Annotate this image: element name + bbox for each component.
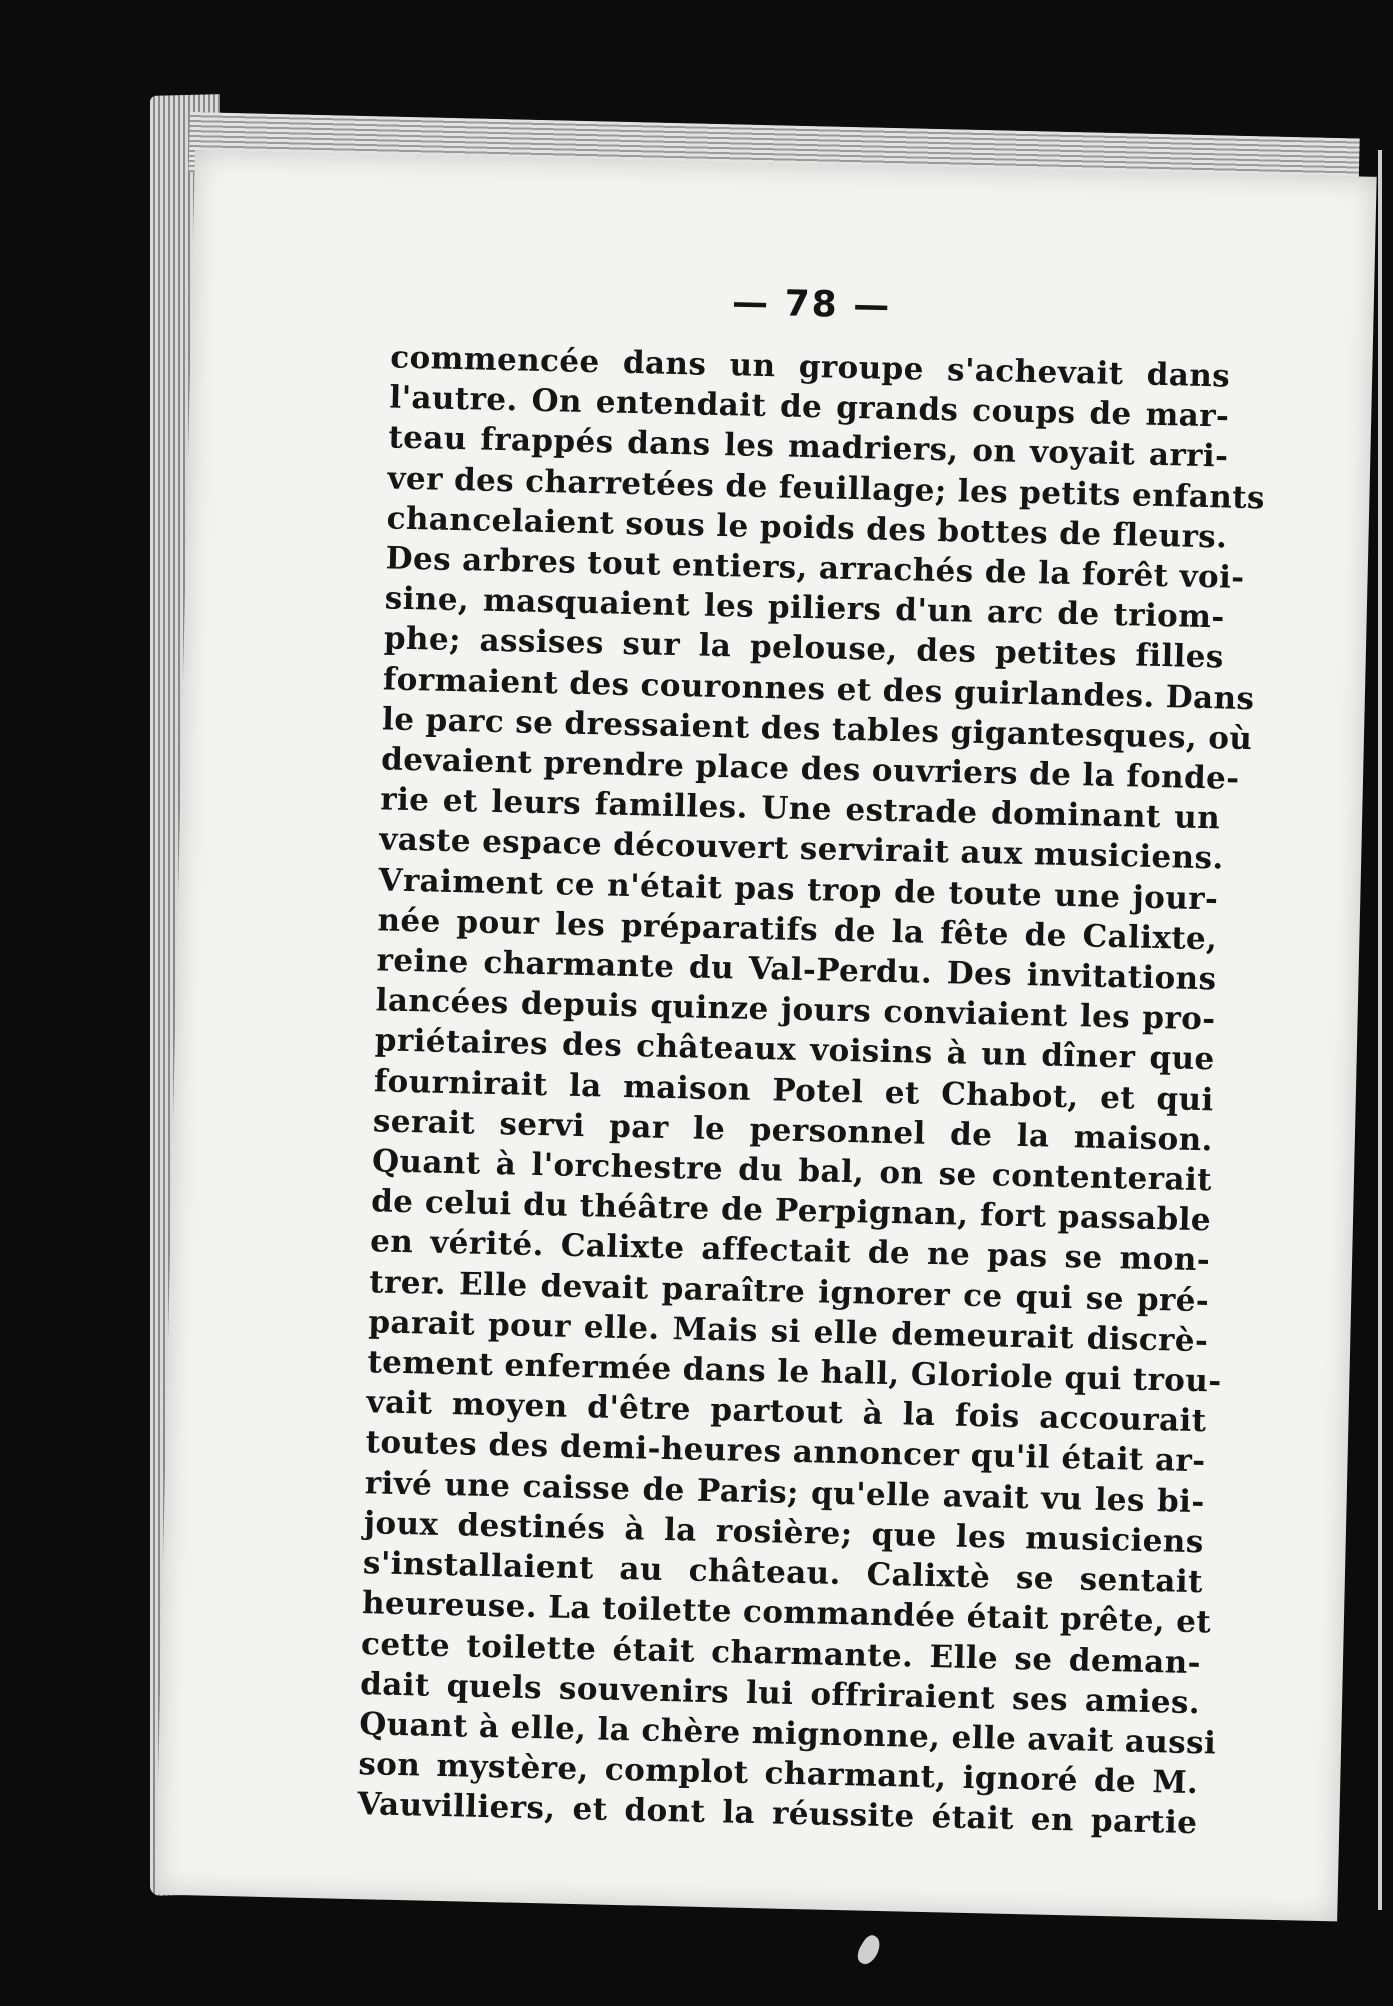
text-line: teau frappés dans les madriers, on voyait arri- xyxy=(388,419,1229,475)
text-line: cette toilette était charmante. Elle se deman- xyxy=(360,1625,1202,1681)
text-line: priétaires des châteaux voisins à un dîner que xyxy=(374,1022,1216,1078)
text-line: rie et leurs familles. Une estrade dominant un xyxy=(379,781,1221,837)
text-line: joux destinés à la rosière; que les musiciens xyxy=(363,1505,1205,1561)
text-line: lancées depuis quinze jours conviaient les pro- xyxy=(375,982,1216,1038)
body-text xyxy=(357,337,1266,1843)
text-line: de celui du théâtre de Perpignan, fort passable xyxy=(370,1183,1212,1239)
text-line: vaste espace découvert servirait aux musiciens. xyxy=(378,821,1225,877)
text-line: commencée dans un groupe s'achevait dans xyxy=(389,339,1231,395)
text-line: fournirait la maison Potel et Chabot, et qui xyxy=(373,1062,1215,1119)
text-line: tement enfermée dans le hall, Gloriole qui trou- xyxy=(367,1344,1222,1400)
book-page xyxy=(155,150,1376,1921)
text-line: Vauvilliers, et dont la réussite était en partie xyxy=(357,1786,1198,1842)
text-line: l'autre. On entendait de grands coups de mar- xyxy=(389,379,1230,435)
text-line: son mystère, complot charmant, ignoré de M. xyxy=(358,1746,1199,1802)
text-line: Quant à l'orchestre du bal, on se contenterait xyxy=(371,1143,1213,1199)
text-line: ver des charretées de feuillage; les petits enfants xyxy=(387,460,1266,516)
text-line: heureuse. La toilette commandée était prête, et xyxy=(361,1585,1212,1641)
scan-artifact xyxy=(854,1933,885,1968)
text-line: chancelaient sous le poids des bottes de fleurs. xyxy=(386,500,1228,556)
text-line: devaient prendre place des ouvriers de la fonde- xyxy=(380,741,1240,797)
text-line: phe; assises sur la pelouse, des petites filles xyxy=(383,620,1225,676)
text-line: reine charmante du Val-Perdu. Des invitations xyxy=(376,942,1217,998)
text-line: serait servi par le personnel de la maison. xyxy=(372,1103,1214,1159)
text-line: toutes des demi-heures annoncer qu'il était ar- xyxy=(365,1424,1206,1480)
text-line: dait quels souvenirs lui offriraient ses amies. xyxy=(359,1665,1201,1721)
page-content xyxy=(357,275,1266,1844)
page-number: — 78 — xyxy=(731,282,892,327)
text-line: s'installaient au château. Calixtè se sentait xyxy=(362,1545,1204,1601)
text-line: parait pour elle. Mais si elle demeurait discrè- xyxy=(368,1304,1209,1360)
text-line: Quant à elle, la chère mignonne, elle avait aussi xyxy=(358,1706,1217,1762)
text-line: rivé une caisse de Paris; qu'elle avait vu les bi- xyxy=(364,1464,1205,1520)
text-line: Des arbres tout entiers, arrachés de la forêt voi- xyxy=(385,540,1245,596)
text-line: Vraiment ce n'était pas trop de toute une jour- xyxy=(378,861,1219,918)
text-line: le parc se dressaient des tables gigantesques, où xyxy=(381,701,1253,757)
right-page-edge xyxy=(1378,150,1382,1910)
text-line: formaient des couronnes et des guirlandes. Dans xyxy=(382,661,1255,717)
text-line: née pour les préparatifs de la fête de Calixte, xyxy=(377,902,1218,958)
text-line: vait moyen d'être partout à la fois accourait xyxy=(366,1384,1207,1440)
text-line: en vérité. Calixte affectait de ne pas se mon- xyxy=(369,1223,1211,1279)
text-line: trer. Elle devait paraître ignorer ce qui se pré- xyxy=(368,1263,1210,1319)
text-line: sine, masquaient les piliers d'un arc de triom- xyxy=(384,580,1226,636)
